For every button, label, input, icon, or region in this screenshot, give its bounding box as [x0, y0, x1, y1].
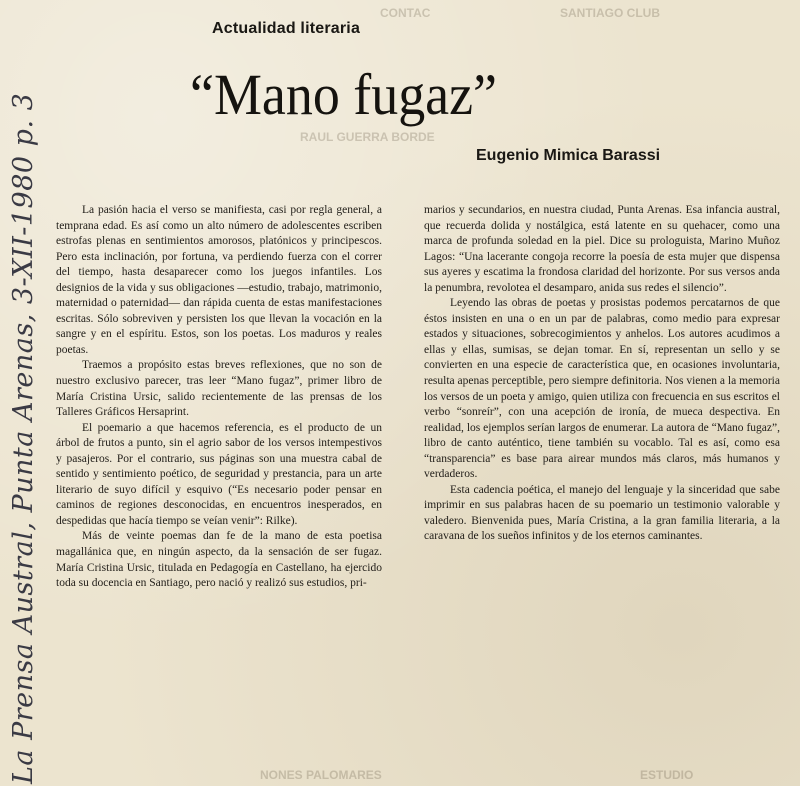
- article-author: Eugenio Mimica Barassi: [476, 147, 661, 164]
- section-header: Actualidad literaria: [212, 20, 361, 37]
- paragraph: Más de veinte poemas dan fe de la mano de esta poetisa magallánica que, en ningún aspecto, da la sensación de ser fugaz. María Cristina Ursic, titulada en Pedagogía en Castellano, ha ejercido toda su docencia en Santiago, pero nació y realizó sus estudios, pri-: [56, 530, 382, 590]
- bleed-through-text: CONTAC: [380, 6, 431, 20]
- article-title: “Mano fugaz”: [190, 62, 498, 127]
- bleed-through-text: ESTUDIO: [640, 768, 694, 782]
- paragraph: marios y secundarios, en nuestra ciudad, Punta Arenas. Esa infancia austral, que recuerda dolida y nostálgica, está latente en su quehacer, como una marca de profunda soledad en la piel. Dice su prologuista, Marino Muñoz Lagos: “Una lacerante congoja recorre la poesía de esta mujer que dispensa sus ayeres y escatima la frondosa claridad del horizonte. Por sus versos anda la penumbra, revolotea el desamparo, anida sus redes el silencio”.: [424, 204, 780, 294]
- paragraph: Esta cadencia poética, el manejo del lenguaje y la sinceridad que sabe imprimir en sus palabras hacen de su poemario un testimonio valorable y valedero. Bienvenida pues, María Cristina, a la gran familia literaria, a la caravana de los sueños infinitos y de los eternos caminantes.: [424, 483, 780, 543]
- paragraph: Leyendo las obras de poetas y prosistas podemos percatarnos de que éstos insisten en una o en un par de palabras, como medio para expresar estados y situaciones, sobrecogimientos y anhelos. Los autores acudimos a ellas y ellas, sumisas, se dejan tomar. En sí, representan un sello y se convierten en una especie de característica que, en ocasiones involuntaria, resulta apenas perceptible, pero siempre definitoria. Nos vienen a la memoria los versos de un poeta y amigo, quien utiliza con frecuencia en sus escritos el verbo “sonreír”, con una acepción de ironía, de mueca despectiva. En realidad, los ejemplos serían largos de enumerar. La autora de “Mano fugaz”, libro de canto auténtico, tiene también su vocablo. Tal es así, como esa “transparencia” es base para airear mundos más claros, más humanos y verdaderos.: [424, 297, 780, 481]
- left-column: [56, 203, 382, 592]
- handwritten-source-note: La Prensa Austral, Punta Arenas, 3-XII-1980 p. 3: [8, 92, 39, 784]
- bleed-through-text: NONES PALOMARES: [260, 768, 382, 782]
- paragraph: Traemos a propósito estas breves reflexiones, que no son de nuestro exclusivo parecer, tras leer “Mano fugaz”, primer libro de María Cristina Ursic, salido recientemente de las prensas de los Talleres Gráficos Hersaprint.: [56, 359, 382, 419]
- paragraph: El poemario a que hacemos referencia, es el producto de un árbol de frutos a punto, sin el agrio sabor de los versos intempestivos y pasajeros. Por el contrario, sus páginas son una muestra cabal de sentido y sentimiento poético, de seguridad y prestancia, para un arte literario de suyo difícil y esquivo (“Es necesario poder pensar en caminos de regiones desconocidas, en encuentros inesperados, en despedidas que hacía tiempo se veían venir”: Rilke).: [56, 421, 382, 527]
- right-column: [424, 203, 780, 545]
- bleed-through-text: RAUL GUERRA BORDE: [300, 130, 435, 144]
- paragraph: La pasión hacia el verso se manifiesta, casi por regla general, a temprana edad. Es así como un alto número de adolescentes escriben estrofas plenas en sentimientos amorosos, platónicos y principescos. Pero esta inclinación, por fortuna, va perdiendo fuerza con el correr del tiempo, hasta desaparecer como los juegos infantiles. Los designios de la vida y sus obligaciones —estudio, trabajo, matrimonio, maternidad o paternidad— dan rápida cuenta de estas manifestaciones escritas. Sólo sobreviven y persisten los que llevan la vocación en la sangre y en el espíritu. Estos, son los poetas. Los maduros y reales poetas.: [56, 204, 382, 356]
- bleed-through-text: SANTIAGO CLUB: [560, 6, 660, 20]
